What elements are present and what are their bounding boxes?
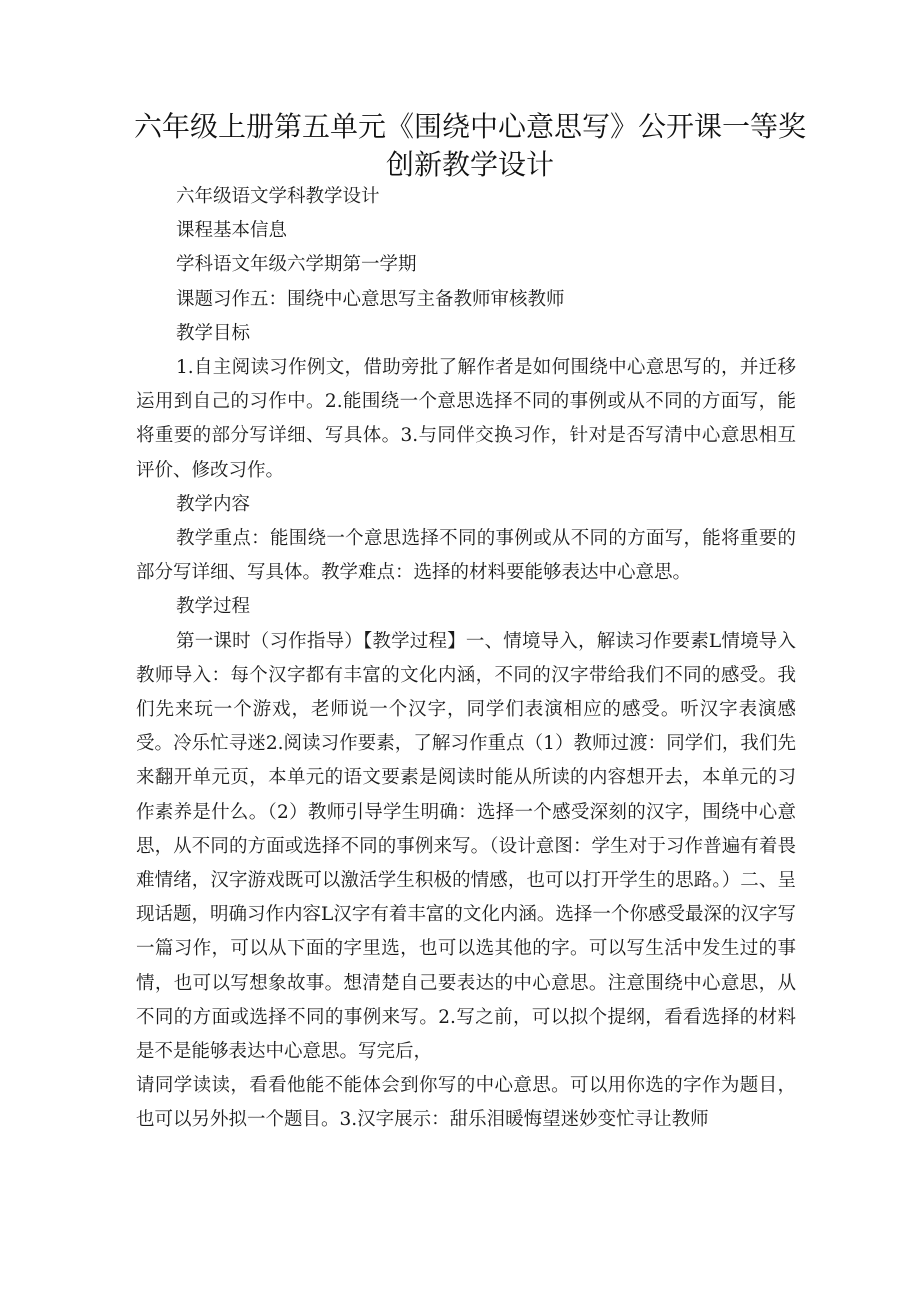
paragraph-topic: 课题习作五：围绕中心意思写主备教师审核教师 [176,288,565,310]
paragraph-subject-grade: 学科语文年级六学期第一学期 [176,254,417,276]
document-title: 六年级上册第五单元《围绕中心意思写》公开课一等奖创新教学设计 [133,110,806,181]
paragraph-course-info: 课程基本信息 [176,220,288,242]
paragraph-objectives: 1.自主阅读习作例文，借助旁批了解作者是如何围绕中心意思写的，并迁移运用到自己的习作中。2.能围绕一个意思选择不同的事例或从不同的方面写，能将重要的部分写详细、写具体。3.与同伴交换习作，针对是否写清中心意思相互评价、修改习作。 [136,357,796,481]
paragraph-subject-design: 六年级语文学科教学设计 [176,186,380,207]
paragraph-continuation: 请同学读读，看看他能不能体会到你写的中心意思。可以用你选的字作为题目，也可以另外拟一个题目。3.汉字展示：甜乐泪暖悔望迷妙变忙寻让教师 [136,1075,796,1131]
document-body [136,180,796,1138]
paragraph-objectives-heading: 教学目标 [176,322,251,344]
paragraph-key-points: 教学重点：能围绕一个意思选择不同的事例或从不同的方面写，能将重要的部分写详细、写具体。教学难点：选择的材料要能够表达中心意思。 [136,528,796,584]
paragraph-first-lesson: 第一课时（习作指导）【教学过程】一、情境导入，解读习作要素L情境导入教师导入：每个汉字都有丰富的文化内涵，不同的汉字带给我们不同的感受。我们先来玩一个游戏，老师说一个汉字，同学们表演相应的感受。听汉字表演感受。冷乐忙寻迷2.阅读习作要素，了解习作重点（1）教师过渡：同学们，我们先来翻开单元页，本单元的语文要素是阅读时能从所读的内容想开去，本单元的习作素养是什么。（2）教师引导学生明确：选择一个感受深刻的汉字，围绕中心意思，从不同的方面或选择不同的事例来写。（设计意图：学生对于习作普遍有着畏难情绪，汉字游戏既可以激活学生积极的情感，也可以打开学生的思路。）二、呈现话题，明确习作内容L汉字有着丰富的文化内涵。选择一个你感受最深的汉字写一篇习作，可以从下面的字里选，也可以选其他的字。可以写生活中发生过的事情，也可以写想象故事。想清楚自己要表达的中心意思。注意围绕中心意思，从不同的方面或选择不同的事例来写。2.写之前，可以拟个提纲，看看选择的材料是不是能够表达中心意思。写完后， [136,630,796,1063]
paragraph-content-heading: 教学内容 [176,493,251,515]
paragraph-process-heading: 教学过程 [176,596,251,618]
